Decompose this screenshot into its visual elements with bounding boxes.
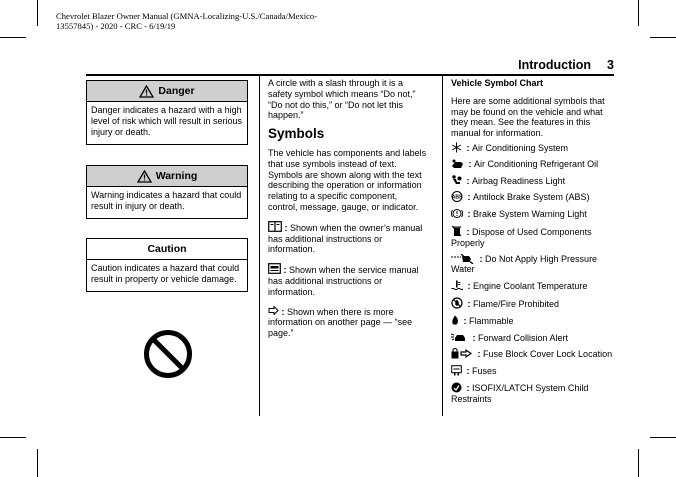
middle-column [268, 78, 428, 347]
danger-text: Danger indicates a hazard with a high level of risk which will result in serious injury or death. [91, 105, 243, 137]
column-divider [259, 76, 260, 416]
document-info-line: Chevrolet Blazer Owner Manual (GMNA-Localizing-U.S./Canada/Mexico- [56, 11, 318, 21]
fuse-block-lock-icon [451, 348, 473, 359]
warning-triangle-icon [139, 85, 154, 98]
owners-manual-symbol-text: : Shown when the owner’s manual has additional instructions or information. [268, 222, 423, 255]
crop-mark [650, 437, 676, 438]
ac-refrigerant-oil-icon [451, 159, 464, 169]
crop-mark [37, 0, 38, 26]
dispose-icon [451, 225, 462, 237]
svg-text:ABS: ABS [451, 194, 463, 201]
symbols-heading: Symbols [268, 126, 325, 142]
see-page-text: Shown when there is more information on another page — “see page.” [268, 306, 413, 339]
list-item: ABS : Antilock Brake System (ABS) [451, 192, 590, 203]
see-page-symbol-text: : Shown when there is more information on another page — “see page.” [268, 306, 413, 339]
danger-notice-header [87, 81, 247, 102]
caution-notice [86, 238, 248, 292]
list-item: : Flammable [451, 315, 614, 327]
symbol-label: ISOFIX/LATCH System Child Restraints [451, 382, 589, 404]
service-manual-text: Shown when the service manual has additional instructions or information. [268, 265, 419, 297]
symbol-label: Antilock Brake System (ABS) [473, 192, 590, 203]
air-conditioning-icon [451, 142, 462, 153]
symbol-label: Flammable [469, 315, 514, 326]
list-item: : Airbag Readiness Light [451, 175, 614, 187]
list-item: : Air Conditioning Refrigerant Oil [451, 159, 614, 170]
header-rule [86, 74, 614, 76]
page-number: 3 [607, 58, 614, 72]
service-manual-icon [268, 263, 281, 274]
list-item: : Dispose of Used Components Properly [451, 226, 592, 248]
symbol-label: Fuses [472, 366, 497, 377]
danger-notice [86, 80, 248, 145]
symbol-label: Do Not Apply High Pressure Water [451, 253, 598, 275]
symbol-label: Flame/Fire Prohibited [473, 298, 560, 309]
symbol-label: Air Conditioning System [472, 142, 569, 153]
symbol-label: Engine Coolant Temperature [473, 281, 588, 292]
arrow-right-icon [268, 306, 279, 315]
caution-text: Caution indicates a hazard that could result in property or vehicle damage. [91, 263, 240, 284]
crop-mark [650, 37, 676, 38]
caution-title: Caution [147, 243, 187, 255]
forward-collision-icon [451, 332, 468, 343]
list-item: : Fuses [451, 365, 614, 377]
list-item: : ISOFIX/LATCH System Child Restraints [451, 382, 589, 404]
danger-title: Danger [158, 85, 195, 97]
warning-title: Warning [155, 170, 198, 182]
list-item: : Brake System Warning Light [451, 208, 614, 220]
abs-icon [451, 191, 463, 202]
chart-intro: Here are some additional symbols that may be found on the vehicle and what they mean. See the features in this manual for information. [451, 95, 605, 139]
crop-mark [638, 449, 639, 477]
list-item: : Do Not Apply High Pressure Water [451, 253, 598, 275]
symbol-label: Dispose of Used Components Properly [451, 226, 592, 248]
owners-manual-text: Shown when the owner’s manual has additional instructions or information. [268, 222, 423, 255]
caution-notice-header [87, 239, 247, 260]
symbol-label: Forward Collision Alert [478, 332, 569, 343]
symbol-label: Airbag Readiness Light [472, 175, 566, 186]
warning-notice-header [87, 166, 247, 187]
vehicle-symbol-chart [451, 78, 614, 410]
isofix-icon [451, 382, 462, 393]
list-item: : Flame/Fire Prohibited [451, 297, 614, 310]
list-item: : Forward Collision Alert [451, 332, 614, 344]
crop-mark [638, 0, 639, 26]
symbols-intro: The vehicle has components and labels that use symbols instead of text. Symbols are shown along with the text describing the operation or information relating to a specific component, control, message, gauge, or indicator. [268, 147, 427, 212]
symbol-label: Fuse Block Cover Lock Location [483, 349, 613, 360]
fuses-icon [451, 365, 462, 376]
no-pressure-water-icon [451, 254, 475, 264]
list-item: : Air Conditioning System [451, 142, 614, 154]
crop-mark [37, 449, 38, 477]
chart-heading: Vehicle Symbol Chart [451, 78, 544, 88]
warning-text: Warning indicates a hazard that could result in injury or death. [91, 190, 242, 211]
list-item: : Engine Coolant Temperature [451, 280, 614, 292]
service-manual-symbol-text: : Shown when the service manual has additional instructions or information. [268, 265, 419, 297]
page-header [518, 58, 614, 72]
section-title: Introduction [518, 58, 592, 72]
symbol-label: Air Conditioning Refrigerant Oil [474, 158, 599, 169]
column-divider [442, 76, 443, 416]
crop-mark [0, 437, 26, 438]
flammable-icon [451, 315, 459, 326]
list-item: : Fuse Block Cover Lock Location [451, 348, 614, 360]
airbag-icon [451, 175, 462, 186]
warning-notice [86, 165, 248, 219]
no-flame-icon [451, 297, 463, 309]
warning-triangle-icon [137, 170, 152, 183]
coolant-temperature-icon [451, 280, 463, 291]
document-info [56, 11, 386, 31]
book-icon [268, 221, 282, 232]
brake-warning-icon [451, 208, 463, 219]
document-info-line: 13557845) - 2020 - CRC - 6/19/19 [56, 21, 176, 31]
crop-mark [0, 37, 26, 38]
symbol-label: Brake System Warning Light [473, 209, 587, 220]
circle-slash-description: A circle with a slash through it is a safety symbol which means “Do not,” “Do not do this,” or “Do not let this happen.” [268, 78, 416, 121]
circle-slash-icon [142, 328, 194, 380]
